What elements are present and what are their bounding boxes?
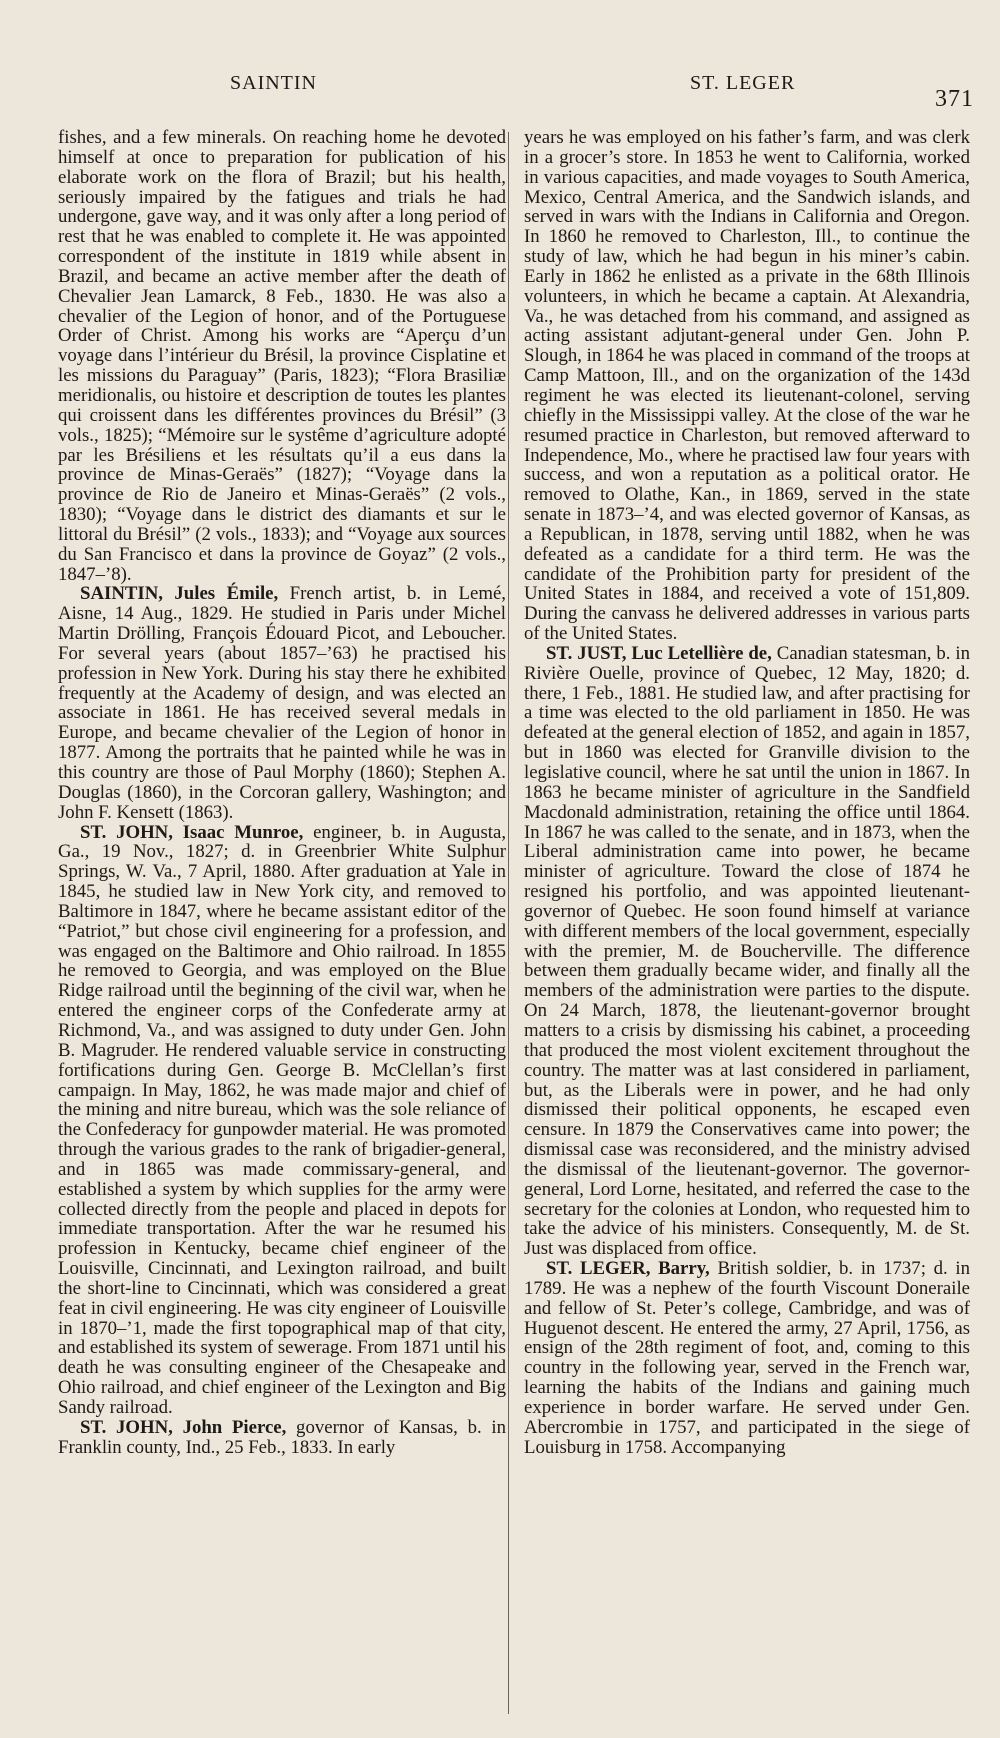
entry-heading: ST. JOHN, Isaac Munroe, bbox=[80, 821, 304, 843]
entry-text: British soldier, b. in 1737; d. in 1789. He was a nephew of the fourth Viscount Doneraile and fellow of St. Peter’s college, Cambridge, and was of Huguenot descent. He entered the army, 27 April, 1756, as ensign of the 28th regiment of foot, and, coming to this country in the following year, served in the French war, learning the habits of the Indians and gaining much experience in border warfare. He served under Gen. Abercrombie in 1757, and participated in the siege of Louisburg in 1758. Accompanying bbox=[524, 1258, 970, 1458]
running-head-right: ST. LEGER bbox=[690, 72, 796, 94]
page-number: 371 bbox=[935, 86, 974, 112]
entry-saintin bbox=[58, 584, 506, 822]
entry-st-john-isaac bbox=[58, 823, 506, 1418]
continued-paragraph: years he was employed on his father’s farm, and was clerk in a grocer’s store. In 1853 he went to California, worked in various capacities, and made voyages to South America, Mexico, Central America, and the Sandwich islands, and served in wars with the Indians in California and Oregon. In 1860 he removed to Charleston, Ill., to continue the study of law, which he had begun in his miner’s cabin. Early in 1862 he enlisted as a private in the 68th Illinois volunteers, in which he became a captain. At Alexandria, Va., he was detached from his command, and assigned as acting assistant adjutant-general under Gen. John P. Slough, in 1864 he was placed in command of the troops at Camp Mattoon, Ill., and on the organization of the 143d regiment he was elected its lieutenant-colonel, serving chiefly in the Mississippi valley. At the close of the war he resumed practice in Charleston, but removed afterward to Independence, Mo., where he practised law four years with success, and won a reputation as a political orator. He removed to Olathe, Kan., in 1869, served in the state senate in 1873–’4, and was elected governor of Kansas, as a Republican, in 1878, serving until 1882, when he was defeated as a candidate for a third term. He was the candidate of the Prohibition party for president of the United States in 1884, and received a vote of 151,809. During the canvass he delivered addresses in various parts of the United States. bbox=[524, 128, 970, 645]
column-divider bbox=[508, 132, 509, 1714]
entry-heading: ST. JOHN, John Pierce, bbox=[80, 1416, 287, 1438]
entry-heading: ST. JUST, Luc Letellière de, bbox=[546, 642, 772, 664]
entry-heading: ST. LEGER, Barry, bbox=[546, 1258, 710, 1280]
entry-text: governor of Kansas, b. in Franklin county, Ind., 25 Feb., 1833. In early bbox=[58, 1416, 506, 1458]
entry-st-john-john bbox=[58, 1418, 506, 1458]
left-column bbox=[58, 128, 506, 1708]
entry-text: engineer, b. in Augusta, Ga., 19 Nov., 1827; d. in Greenbrier White Sulphur Springs, W. Va., 7 April, 1880. After graduation at Yale in 1845, he studied law in New York city, and removed to Baltimore in 1847, where he became assistant editor of the “Patriot,” but chose civil engineering for a profession, and was engaged on the Baltimore and Ohio railroad. In 1855 he removed to Georgia, and was employed on the Blue Ridge railroad until the beginning of the civil war, when he entered the engineer corps of the Confederate army at Richmond, Va., and was assigned to duty under Gen. John B. Magruder. He rendered valuable service in constructing fortifications during Gen. George B. McClellan’s first campaign. In May, 1862, he was made major and chief of the mining and nitre bureau, which was the sole reliance of the Confederacy for gunpowder material. He was promoted through the various grades to the rank of brigadier-general, and in 1865 was made commissary-general, and established a system by which supplies for the army were collected directly from the people and placed in depots for immediate transportation. After the war he resumed his profession in Kentucky, became chief engineer of the Louisville, Cincinnati, and Lexington railroad, and built the short-line to Cincinnati, which was considered a great feat in civil engineering. He was city engineer of Louisville in 1870–’1, made the first topographical map of that city, and established its system of sewerage. From 1871 until his death he was consulting engineer of the Chesapeake and Ohio railroad, and chief engineer of the Lexington and Big Sandy railroad. bbox=[58, 821, 506, 1418]
continued-paragraph: fishes, and a few minerals. On reaching home he devoted himself at once to preparation for publication of his elaborate work on the flora of Brazil; but his health, seriously impaired by the fatigues and trials he had undergone, gave way, and it was only after a long period of rest that he was enabled to complete it. He was appointed correspondent of the institute in 1819 while absent in Brazil, and became an active member after the death of Chevalier Jean Lamarck, 8 Feb., 1830. He was also a chevalier of the Legion of honor, and of the Portuguese Order of Christ. Among his works are “Aperçu d’un voyage dans l’intérieur du Brésil, la province Cisplatine et les missions du Paraguay” (Paris, 1823); “Flora Brasiliæ meridionalis, ou histoire et description de toutes les plantes qui croissent dans les différentes provinces du Brésil” (3 vols., 1825); “Mémoire sur le systême d’agriculture adopté par les Brésiliens et les résultats qu’il a eus dans la province de Minas-Geraës” (1827); “Voyage dans la province de Rio de Janeiro et Minas-Geraës” (2 vols., 1830); “Voyage dans le district des diamants et sur le littoral du Brésil” (2 vols., 1833); and “Voyage aux sources du San Francisco et dans la province de Goyaz” (2 vols., 1847–’8). bbox=[58, 128, 506, 585]
entry-text: French artist, b. in Lemé, Aisne, 14 Aug., 1829. He studied in Paris under Michel Martin Drölling, François Édouard Picot, and Leboucher. For several years (about 1857–’63) he practised his profession in New York. During his stay there he exhibited frequently at the Academy of design, and was elected an associate in 1861. He has received several medals in Europe, and became chevalier of the Legion of honor in 1877. Among the portraits that he painted while he was in this country are those of Paul Morphy (1860); Stephen A. Douglas (1860), in the Corcoran gallery, Washington; and John F. Kensett (1863). bbox=[58, 583, 506, 823]
entry-st-leger bbox=[524, 1259, 970, 1457]
entry-heading: SAINTIN, Jules Émile, bbox=[80, 583, 279, 605]
entry-text: Canadian statesman, b. in Rivière Ouelle, province of Quebec, 12 May, 1820; d. there, 1 Feb., 1881. He studied law, and after practising for a time was elected to the old parliament in 1850. He was defeated at the general election of 1852, and again in 1857, but in 1860 was elected for Granville division to the legislative council, where he sat until the union in 1867. In 1863 he became minister of agriculture in the Sandfield Macdonald administration, retaining the office until 1864. In 1867 he was called to the senate, and in 1873, when the Liberal administration came into power, he became minister of agriculture. Toward the close of 1874 he resigned his portfolio, and was appointed lieutenant-governor of Quebec. He soon found himself at variance with different members of the local government, especially with the premier, M. de Boucherville. The difference between them gradually became wider, and finally all the members of the administration were parties to the dispute. On 24 March, 1878, the lieutenant-governor brought matters to a crisis by dismissing his cabinet, a proceeding that produced the most violent excitement throughout the country. The matter was at last considered in parliament, but, as the Liberals were in power, and he had only dismissed their political opponents, he escaped even censure. In 1879 the Conservatives came into power; the dismissal case was reconsidered, and the ministry advised the dismissal of the lieutenant-governor. The governor-general, Lord Lorne, hesitated, and referred the case to the secretary for the colonies at London, who requested him to take the advice of his ministers. Consequently, M. de St. Just was displaced from office. bbox=[524, 642, 970, 1260]
entry-st-just bbox=[524, 644, 970, 1259]
running-head-left: SAINTIN bbox=[230, 72, 317, 94]
right-column bbox=[524, 128, 970, 1708]
